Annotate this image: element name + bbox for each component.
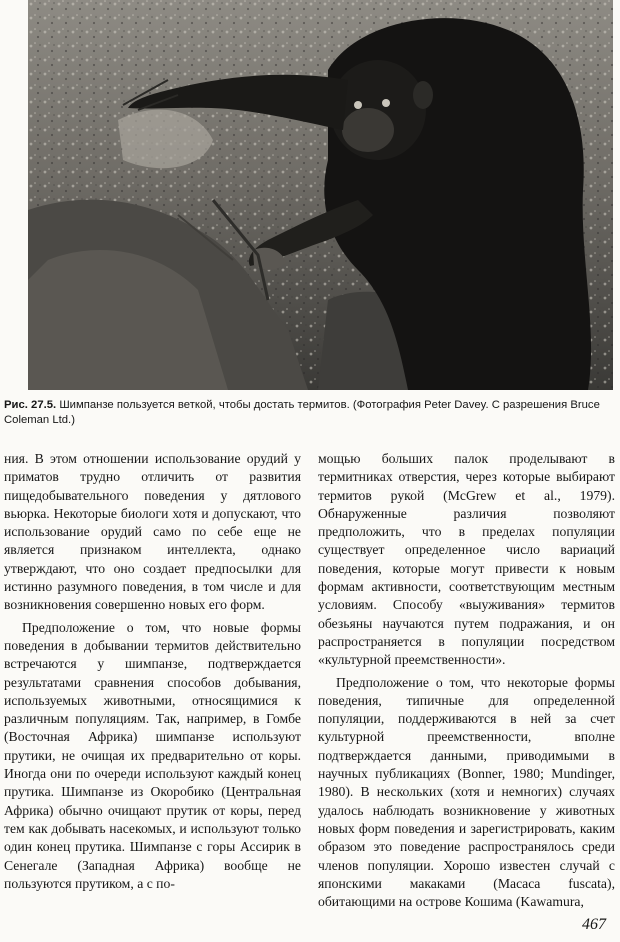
page-number: 467 — [582, 916, 606, 933]
left-column — [4, 450, 301, 893]
right-paragraph-1: мощью больших палок проделывают в термитниках отверстия, через которые выбирают термитов рукой (McGrew et al., 1979). Обнаруженные различия позволяют предположить, что в пределах популяции существует определенное число вариаций поведения, которые могут привести к новым формам активности, соответствующим местным условиям. Способу «выуживания» термитов обезьяны научаются путем подражания, и он распространяется в популяции посредством «культурной преемственности». — [318, 451, 615, 668]
right-paragraph-2: Предположение о том, что некоторые формы поведения, типичные для определенной популяции, поддерживаются в ней за счет культурной преемственности, вполне подтверждается данными, приводимыми в научных публикациях (Bonner, 1980; Mundinger, 1980). В нескольких (хотя и немногих) случаях удалось наблюдать возникновение у животных новых форм поведения и зарегистрировать, каким образом это поведение распространялось среди членов популяции. Хорошо известен случай с японскими макаками (Macaca fuscata), обитающими на острове Кошима (Kawamura, — [318, 674, 615, 910]
left-paragraph-2: Предположение о том, что новые формы поведения в добывании термитов действительно встречаются у шимпанзе, подтверждается результатами сравнения способов добывания, используемых животными, относящимися к различным популяциям. Так, например, в Гомбе (Восточная Африка) шимпанзе используют прутики, не очищая их предварительно от коры. Иногда они по очереди используют каждый конец прутика. Шимпанзе из Окоробико (Центральная Африка) обычно очищают прутик от коры, перед тем как добывать насекомых, и используют только один конец прутика. Шимпанзе с горы Ассирик в Сенегале (Западная Африка) вообще не пользуются прутиком, а с по- — [4, 619, 301, 891]
figure-caption — [4, 398, 614, 428]
figure-label: Рис. 27.5. — [4, 399, 57, 411]
chimpanzee-photo-graphic — [28, 0, 613, 390]
figure-caption-text: Шимпанзе пользуется веткой, чтобы достать термитов. (Фотография Peter Davey. С разрешения Bruce Coleman Ltd.) — [4, 399, 600, 426]
right-column — [318, 450, 615, 911]
left-paragraph-1: ния. В этом отношении использование орудий у приматов трудно отличить от развития пищедобывательного поведения у дятлового вьюрка. Некоторые биологи хотя и допускают, что использование орудий само по себе еще не является признаком интеллекта, однако утверждают, что оно создает предпосылки для истинно разумного поведения, в том числе и для возникновения совершенно новых его форм. — [4, 451, 301, 613]
chimpanzee-photo — [28, 0, 613, 390]
